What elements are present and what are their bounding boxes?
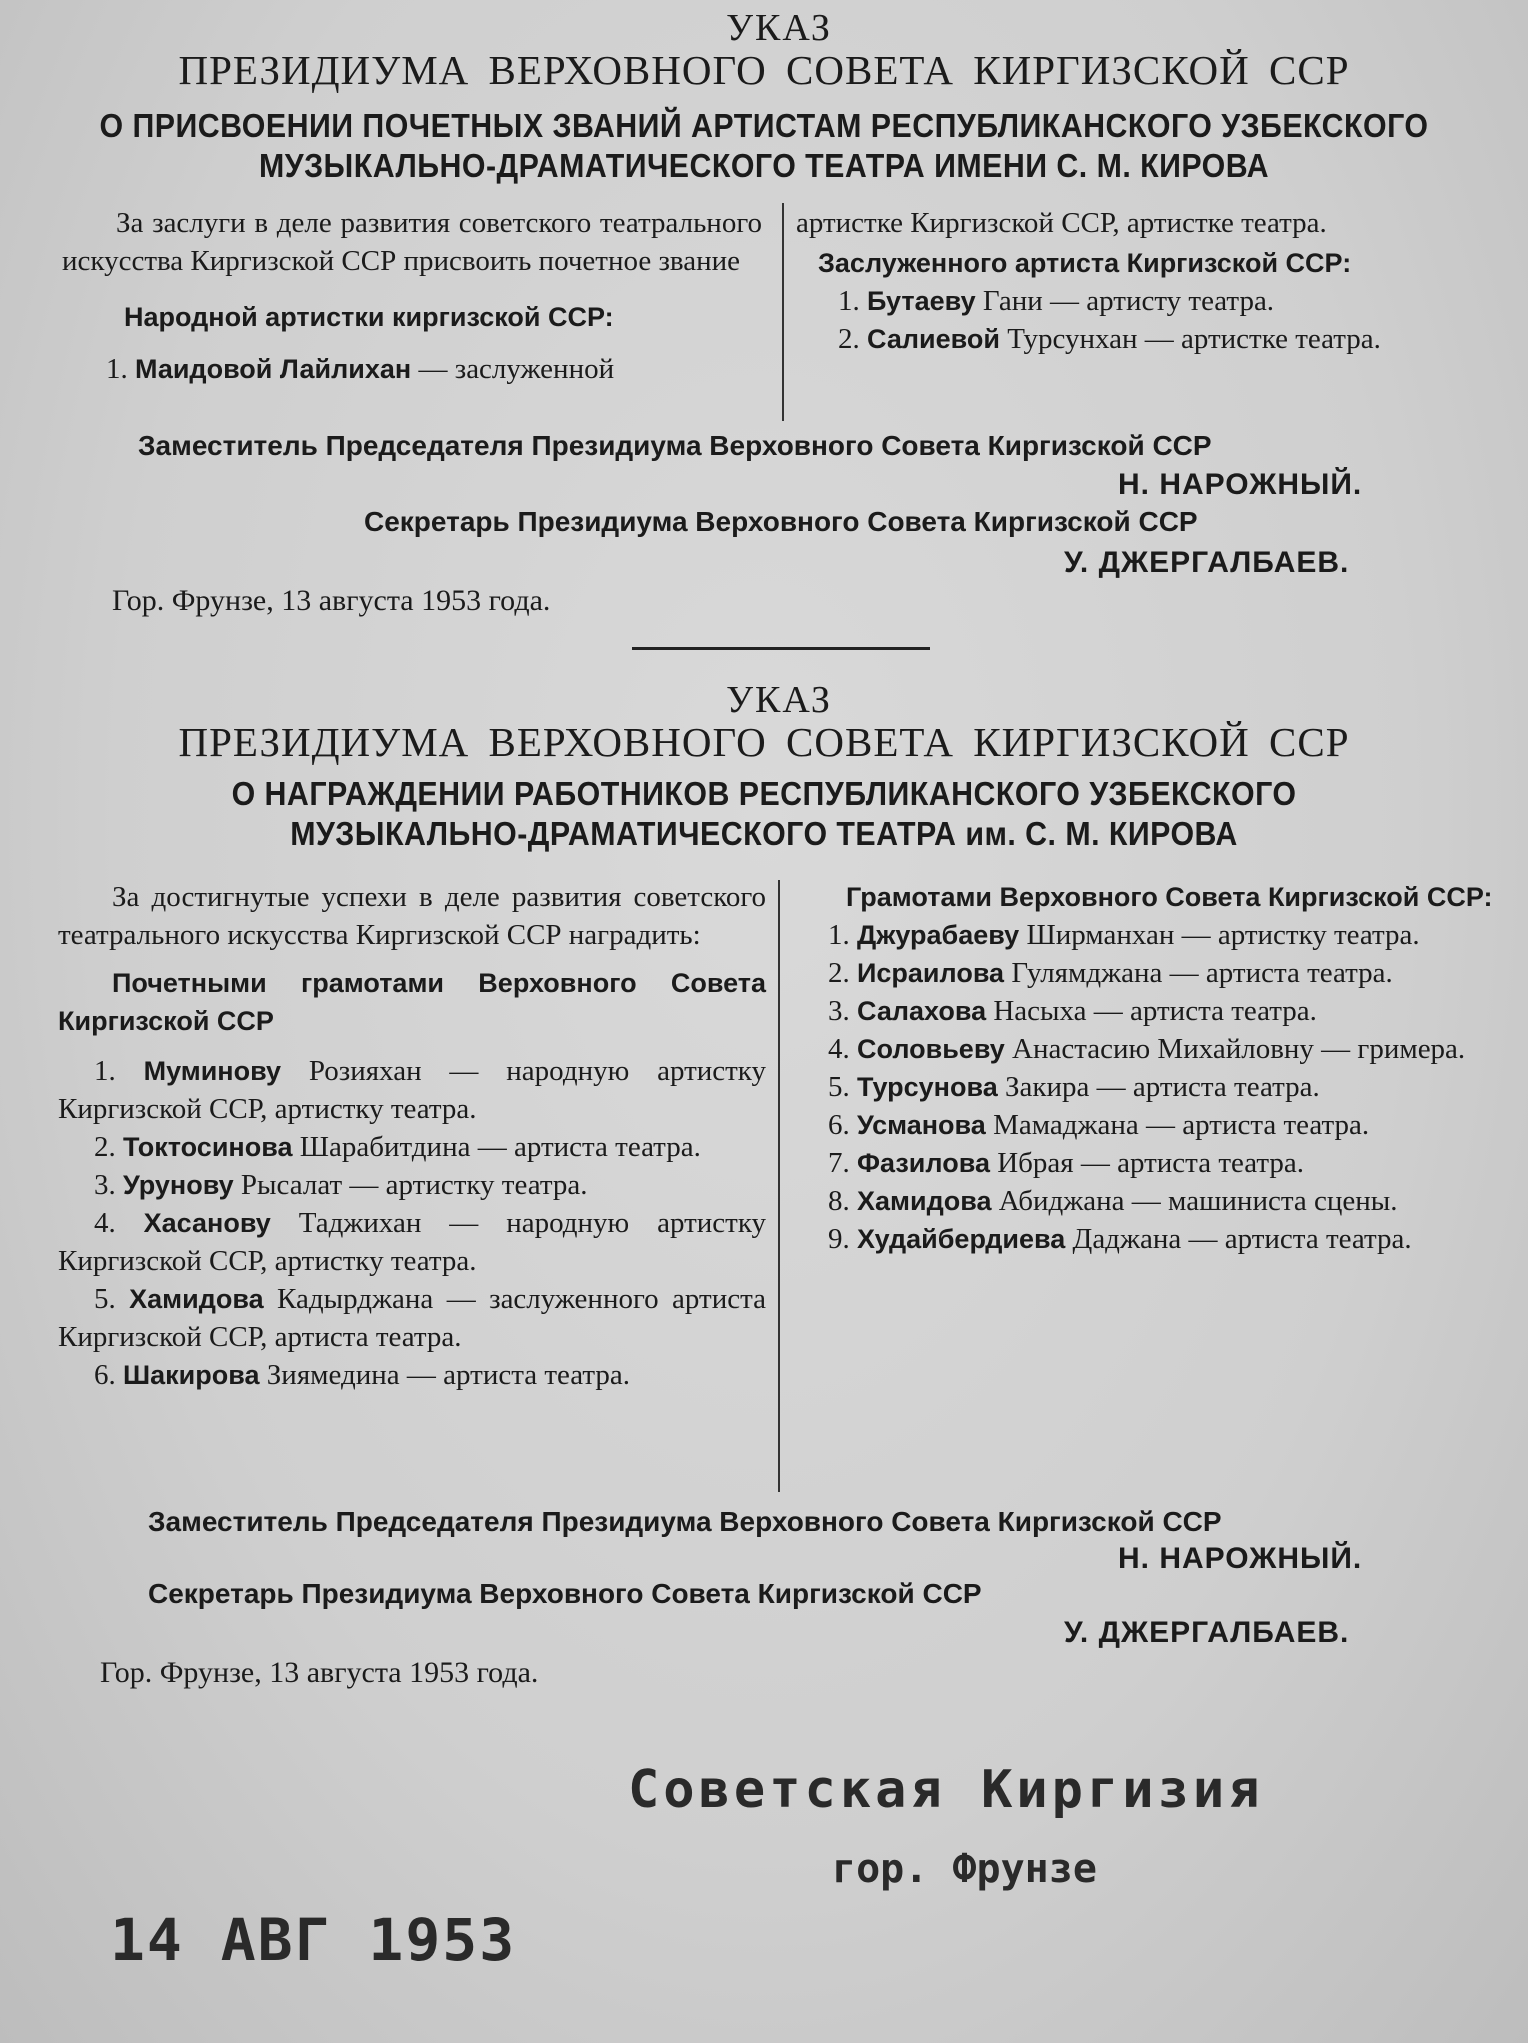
newspaper-stamp: Советская Киргизия [628,1760,1264,1820]
list-item [792,992,1498,1030]
decree2-right-column [792,878,1498,1258]
secretary-title: Секретарь Президиума Верховного Совета Киргизской ССР [364,506,1198,537]
item-number: 9. [828,1223,850,1255]
item-number: 2. [828,957,850,989]
item-number: 4. [94,1207,116,1239]
award-list [792,916,1498,1258]
deputy-title: Заместитель Председателя Президиума Верховного Совета Киргизской ССР [138,430,1212,461]
item-text: Абиджана — машиниста сцены. [991,1185,1398,1217]
recipient-name: Хамидова [857,1186,992,1216]
recipient-name: Муминову [143,1056,282,1086]
recipient-name: Токтосинова [123,1132,293,1162]
decree-honorary-titles [0,7,1528,617]
item-number: 3. [828,995,850,1027]
deputy-title: Заместитель Председателя Президиума Верховного Совета Киргизской ССР [148,1506,1222,1537]
decree-subject-line-2: МУЗЫКАЛЬНО-ДРАМАТИЧЕСКОГО ТЕАТРА им. С. М. КИРОВА [290,815,1238,852]
award-title: Народной артистки киргизской ССР: [124,302,614,332]
recipient-name: Бутаеву [867,286,976,316]
list-item [58,1356,766,1394]
item-text: Гулямджана — артиста театра. [1004,957,1393,989]
item-text: — заслуженной [411,353,615,385]
decree-subject-line-2: МУЗЫКАЛЬНО-ДРАМАТИЧЕСКОГО ТЕАТРА ИМЕНИ С. М. КИРОВА [258,147,1270,184]
decree-heading: УКАЗ [726,679,832,721]
decree2-left-column [58,878,766,1394]
item-number: 1. [828,919,850,951]
item-text: Даджана — артиста театра. [1065,1223,1412,1255]
list-item [792,954,1498,992]
column-divider [782,203,784,421]
item-text: Таджихан — народную артистку Киргизской ССР, артистку театра. [58,1207,766,1277]
decree-awards [0,679,1528,1689]
item-text: Мамаджана — артиста театра. [985,1109,1370,1141]
column-divider [778,880,780,1492]
award-title: Почетными грамотами Верховного Совета Киргизской ССР [58,968,766,1036]
recipient-name: Усманова [857,1110,986,1140]
item-text: Насыха — артиста театра. [986,995,1317,1027]
item-number: 5. [94,1283,116,1315]
item-text: Анастасию Михайловну — гримера. [1004,1033,1466,1065]
list-item [58,1128,766,1166]
item-number: 7. [828,1147,850,1179]
item-number: 4. [828,1033,850,1065]
item-text: Турсунхан — артистке театра. [999,323,1381,355]
list-item [58,1204,766,1280]
recipient-name: Шакирова [123,1360,260,1390]
decree-subject-line-1: О ПРИСВОЕНИИ ПОЧЕТНЫХ ЗВАНИЙ АРТИСТАМ РЕСПУБЛИКАНСКОГО УЗБЕКСКОГО [99,107,1429,144]
item-number: 6. [828,1109,850,1141]
section-divider [632,647,930,650]
item-number: 1. [94,1055,116,1087]
recipient-name: Фазилова [857,1148,990,1178]
date-stamp: 14 АВГ 1953 [110,1906,517,1974]
item-text: Шарабитдина — артиста театра. [292,1131,701,1163]
item-text: Ширманхан — артистку театра. [1019,919,1420,951]
city-stamp: гор. Фрунзе [832,1846,1097,1892]
secretary-title: Секретарь Президиума Верховного Совета Киргизской ССР [148,1578,982,1609]
recipient-name: Хасанову [143,1208,271,1238]
item-number: 6. [94,1359,116,1391]
secretary-name: У. ДЖЕРГАЛБАЕВ. [1064,546,1350,579]
item-number: 3. [94,1169,116,1201]
list-item [792,1182,1498,1220]
list-item [792,1220,1498,1258]
deputy-name: Н. НАРОЖНЫЙ. [1118,468,1363,501]
decree-issuer: ПРЕЗИДИУМА ВЕРХОВНОГО СОВЕТА КИРГИЗСКОЙ ССР [178,47,1350,93]
item-number: 2. [838,323,860,355]
place-date: Гор. Фрунзе, 13 августа 1953 года. [112,584,551,617]
list-item [58,1052,766,1128]
list-item [792,1068,1498,1106]
list-item [58,1166,766,1204]
item-text: Закира — артиста театра. [997,1071,1320,1103]
list-item [58,1280,766,1356]
list-item [106,350,762,388]
deputy-name: Н. НАРОЖНЫЙ. [1118,1542,1363,1575]
list-item [792,1144,1498,1182]
recipient-name: Салиевой [867,324,1000,354]
item-number: 5. [828,1071,850,1103]
item-text: Розияхан — народную артистку Киргизской ССР, артистку театра. [58,1055,766,1125]
recipient-name: Турсунова [857,1072,998,1102]
place-date: Гор. Фрунзе, 13 августа 1953 года. [100,1656,539,1689]
decree-heading: УКАЗ [726,7,832,49]
decree1-left-column [62,204,762,388]
recipient-name: Исраилова [857,958,1005,988]
recipient-name: Маидовой Лайлихан [135,354,412,384]
secretary-name: У. ДЖЕРГАЛБАЕВ. [1064,1616,1350,1649]
list-item [792,916,1498,954]
award-title: Грамотами Верховного Совета Киргизской ССР: [846,882,1493,912]
list-item [838,320,1496,358]
decree-issuer: ПРЕЗИДИУМА ВЕРХОВНОГО СОВЕТА КИРГИЗСКОЙ ССР [178,719,1350,765]
item-text: Ибрая — артиста театра. [989,1147,1304,1179]
item-text: Кадырджана — заслуженного артиста Киргизской ССР, артиста театра. [58,1283,766,1353]
item-number: 2. [94,1131,116,1163]
list-item [792,1106,1498,1144]
item-number: 8. [828,1185,850,1217]
item-text: Зиямедина — артиста театра. [259,1359,631,1391]
recipient-name: Джурабаеву [857,920,1020,950]
award-title: Заслуженного артиста Киргизской ССР: [818,248,1352,278]
item-number: 1. [838,285,860,317]
recipient-name: Салахова [857,996,987,1026]
list-item [838,282,1496,320]
item-text: Рысалат — артистку театра. [233,1169,588,1201]
decree-intro: За заслуги в деле развития советского театрального искусства Киргизской ССР присвоить почетное звание [62,207,762,277]
recipient-name: Соловьеву [857,1034,1005,1064]
continued-text: артистке Киргизской ССР, артистке театра. [796,207,1327,239]
item-number: 1. [106,353,128,385]
decree-intro: За достигнутые успехи в деле развития советского театрального искусства Киргизской ССР наградить: [58,881,766,951]
recipient-name: Худайбердиева [857,1224,1066,1254]
recipient-name: Хамидова [129,1284,264,1314]
decree-subject-line-1: О НАГРАЖДЕНИИ РАБОТНИКОВ РЕСПУБЛИКАНСКОГО УЗБЕКСКОГО [231,775,1297,812]
recipient-name: Урунову [123,1170,234,1200]
list-item [792,1030,1498,1068]
decree1-right-column [796,204,1496,358]
award-list [58,1052,766,1394]
item-text: Гани — артисту театра. [975,285,1275,317]
